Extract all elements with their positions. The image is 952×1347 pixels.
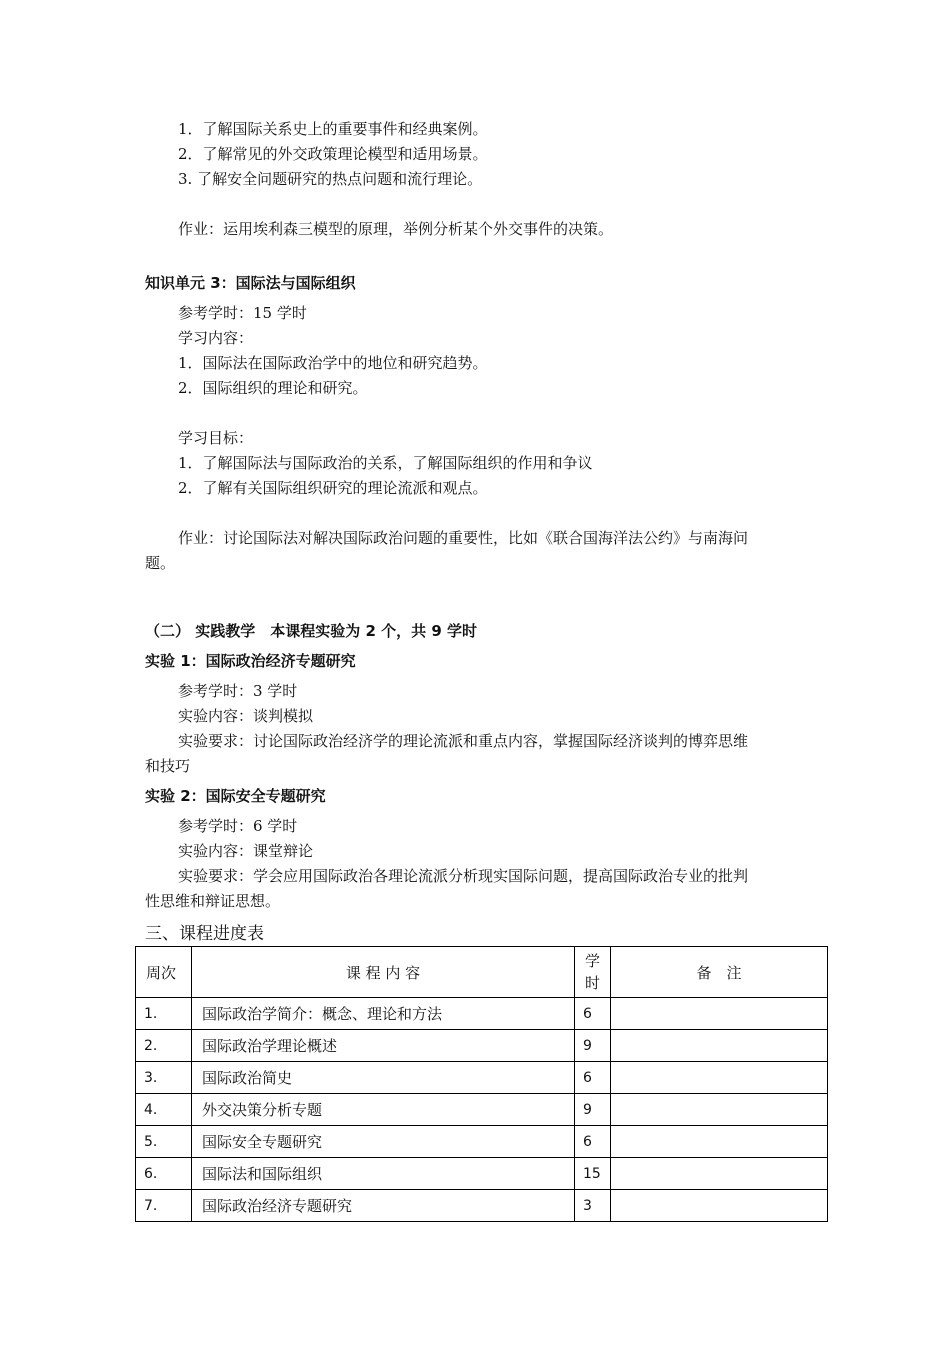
objective-item-3: 3. 了解安全问题研究的热点问题和流行理论。 bbox=[178, 170, 483, 188]
exp2-req-line1: 实验要求：学会应用国际政治各理论流派分析现实国际问题，提高国际政治专业的批判 bbox=[178, 867, 749, 885]
schedule-table bbox=[135, 946, 828, 1222]
schedule-header-row bbox=[136, 947, 828, 998]
row-content: 国际政治经济专题研究 bbox=[192, 1190, 575, 1222]
exp2-content: 实验内容：课堂辩论 bbox=[178, 842, 314, 860]
unit3-objective-item-1: 1．了解国际法与国际政治的关系，了解国际组织的作用和争议 bbox=[178, 454, 593, 472]
homework-text: 作业：运用埃利森三模型的原理，举例分析某个外交事件的决策。 bbox=[178, 220, 614, 238]
row-hours: 6 bbox=[575, 1126, 611, 1158]
row-week: 1. bbox=[136, 998, 192, 1030]
row-notes bbox=[611, 998, 828, 1030]
row-content: 国际法和国际组织 bbox=[192, 1158, 575, 1190]
header-hours-bottom: 时 bbox=[584, 974, 600, 992]
exp2-req-line2: 性思维和辩证思想。 bbox=[145, 892, 281, 910]
table-row bbox=[136, 1126, 828, 1158]
row-notes bbox=[611, 1126, 828, 1158]
unit3-hours: 参考学时：15 学时 bbox=[178, 304, 307, 322]
table-row bbox=[136, 1190, 828, 1222]
table-row bbox=[136, 1158, 828, 1190]
row-week: 5. bbox=[136, 1126, 192, 1158]
exp2-hours: 参考学时：6 学时 bbox=[178, 817, 298, 835]
table-row bbox=[136, 1030, 828, 1062]
schedule-heading: 三、课程进度表 bbox=[145, 924, 264, 944]
unit3-content-item-2: 2．国际组织的理论和研究。 bbox=[178, 379, 368, 397]
row-notes bbox=[611, 1094, 828, 1126]
row-hours: 9 bbox=[575, 1030, 611, 1062]
row-hours: 3 bbox=[575, 1190, 611, 1222]
row-notes bbox=[611, 1030, 828, 1062]
unit3-objectives-label: 学习目标： bbox=[178, 429, 254, 447]
exp1-req-line2: 和技巧 bbox=[145, 757, 191, 775]
exp1-content: 实验内容：谈判模拟 bbox=[178, 707, 314, 725]
header-content: 课 程 内 容 bbox=[192, 947, 575, 998]
row-hours: 15 bbox=[575, 1158, 611, 1190]
exp1-req-line1: 实验要求：讨论国际政治经济学的理论流派和重点内容，掌握国际经济谈判的博弈思维 bbox=[178, 732, 749, 750]
row-notes bbox=[611, 1062, 828, 1094]
exp2-title: 实验 2：国际安全专题研究 bbox=[145, 787, 326, 805]
header-hours bbox=[575, 947, 611, 998]
unit3-content-item-1: 1．国际法在国际政治学中的地位和研究趋势。 bbox=[178, 354, 488, 372]
table-row bbox=[136, 1094, 828, 1126]
exp1-title: 实验 1：国际政治经济专题研究 bbox=[145, 652, 356, 670]
unit3-objective-item-2: 2．了解有关国际组织研究的理论流派和观点。 bbox=[178, 479, 488, 497]
row-content: 国际政治简史 bbox=[192, 1062, 575, 1094]
header-week: 周次 bbox=[136, 947, 192, 998]
row-week: 6. bbox=[136, 1158, 192, 1190]
header-notes: 备 注 bbox=[611, 947, 828, 998]
row-week: 4. bbox=[136, 1094, 192, 1126]
practice-heading: （二） 实践教学 本课程实验为 2 个，共 9 学时 bbox=[145, 622, 477, 640]
row-hours: 6 bbox=[575, 1062, 611, 1094]
row-notes bbox=[611, 1158, 828, 1190]
unit3-content-label: 学习内容： bbox=[178, 329, 254, 347]
unit3-homework-line2: 题。 bbox=[145, 554, 176, 572]
objective-item-1: 1．了解国际关系史上的重要事件和经典案例。 bbox=[178, 120, 488, 138]
table-row bbox=[136, 1062, 828, 1094]
row-week: 3. bbox=[136, 1062, 192, 1094]
row-week: 2. bbox=[136, 1030, 192, 1062]
exp1-hours: 参考学时：3 学时 bbox=[178, 682, 298, 700]
row-notes bbox=[611, 1190, 828, 1222]
row-hours: 6 bbox=[575, 998, 611, 1030]
row-content: 外交决策分析专题 bbox=[192, 1094, 575, 1126]
row-content: 国际政治学理论概述 bbox=[192, 1030, 575, 1062]
row-week: 7. bbox=[136, 1190, 192, 1222]
row-content: 国际安全专题研究 bbox=[192, 1126, 575, 1158]
unit3-title: 知识单元 3：国际法与国际组织 bbox=[145, 274, 356, 292]
header-hours-top: 学 bbox=[584, 952, 600, 970]
unit3-homework-line1: 作业：讨论国际法对解决国际政治问题的重要性，比如《联合国海洋法公约》与南海问 bbox=[178, 529, 749, 547]
table-row bbox=[136, 998, 828, 1030]
row-content: 国际政治学简介：概念、理论和方法 bbox=[192, 998, 575, 1030]
row-hours: 9 bbox=[575, 1094, 611, 1126]
objective-item-2: 2．了解常见的外交政策理论模型和适用场景。 bbox=[178, 145, 488, 163]
